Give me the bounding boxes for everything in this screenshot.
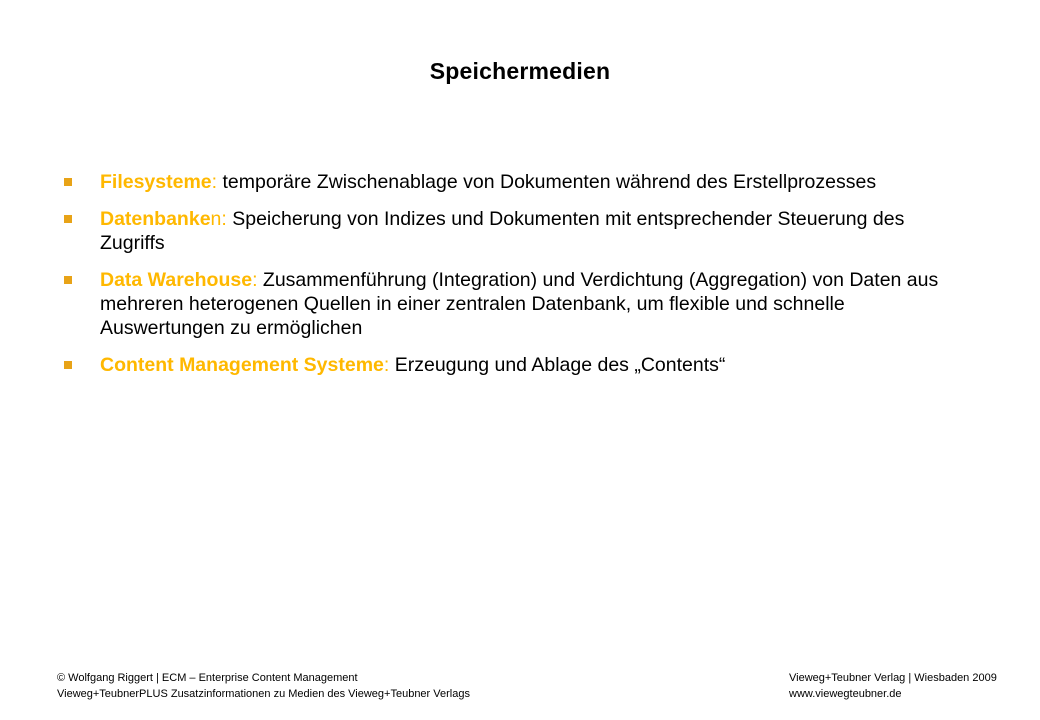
bullet-term-tail: : xyxy=(383,354,390,376)
square-bullet-icon xyxy=(64,361,72,369)
bullet-term-tail: n: xyxy=(210,208,227,230)
square-bullet-icon xyxy=(64,215,72,223)
bullet-item xyxy=(60,353,960,377)
square-bullet-icon xyxy=(64,276,72,284)
footer-website: www.viewegteubner.de xyxy=(789,688,902,700)
bullet-text: Zusammenführung (Integration) und Verdichtung (Aggregation) von Daten aus mehreren heterogenen Quellen in einer zentralen Datenbank, um flexible und schnelle Auswertungen zu ermöglichen xyxy=(100,269,939,339)
footer-left xyxy=(57,670,470,702)
bullet-term: Data Warehouse xyxy=(100,269,253,291)
bullet-term: Datenbanke xyxy=(100,208,211,230)
square-bullet-icon xyxy=(64,178,72,186)
bullet-text: Erzeugung und Ablage des „Contents“ xyxy=(389,354,726,376)
bullet-item xyxy=(60,170,960,194)
footer-publisher-note: Vieweg+TeubnerPLUS Zusatzinformationen zu Medien des Vieweg+Teubner Verlags xyxy=(57,688,470,700)
bullet-text: Speicherung von Indizes und Dokumenten mit entsprechender Steuerung des Zugriffs xyxy=(100,208,905,254)
bullet-item xyxy=(60,207,960,255)
bullet-text: temporäre Zwischenablage von Dokumenten während des Erstellprozesses xyxy=(217,171,877,193)
footer-copyright: © Wolfgang Riggert | ECM – Enterprise Content Management xyxy=(57,672,358,684)
slide-title: Speichermedien xyxy=(429,58,611,84)
footer-right xyxy=(789,670,997,702)
bullet-term: Filesysteme xyxy=(100,171,212,193)
bullet-list xyxy=(60,170,960,390)
footer-publisher: Vieweg+Teubner Verlag | Wiesbaden 2009 xyxy=(789,672,997,684)
bullet-term-tail: : xyxy=(252,269,258,291)
bullet-item xyxy=(60,268,960,340)
bullet-term: Content Management Systeme xyxy=(100,354,384,376)
bullet-term-tail: : xyxy=(211,171,218,193)
